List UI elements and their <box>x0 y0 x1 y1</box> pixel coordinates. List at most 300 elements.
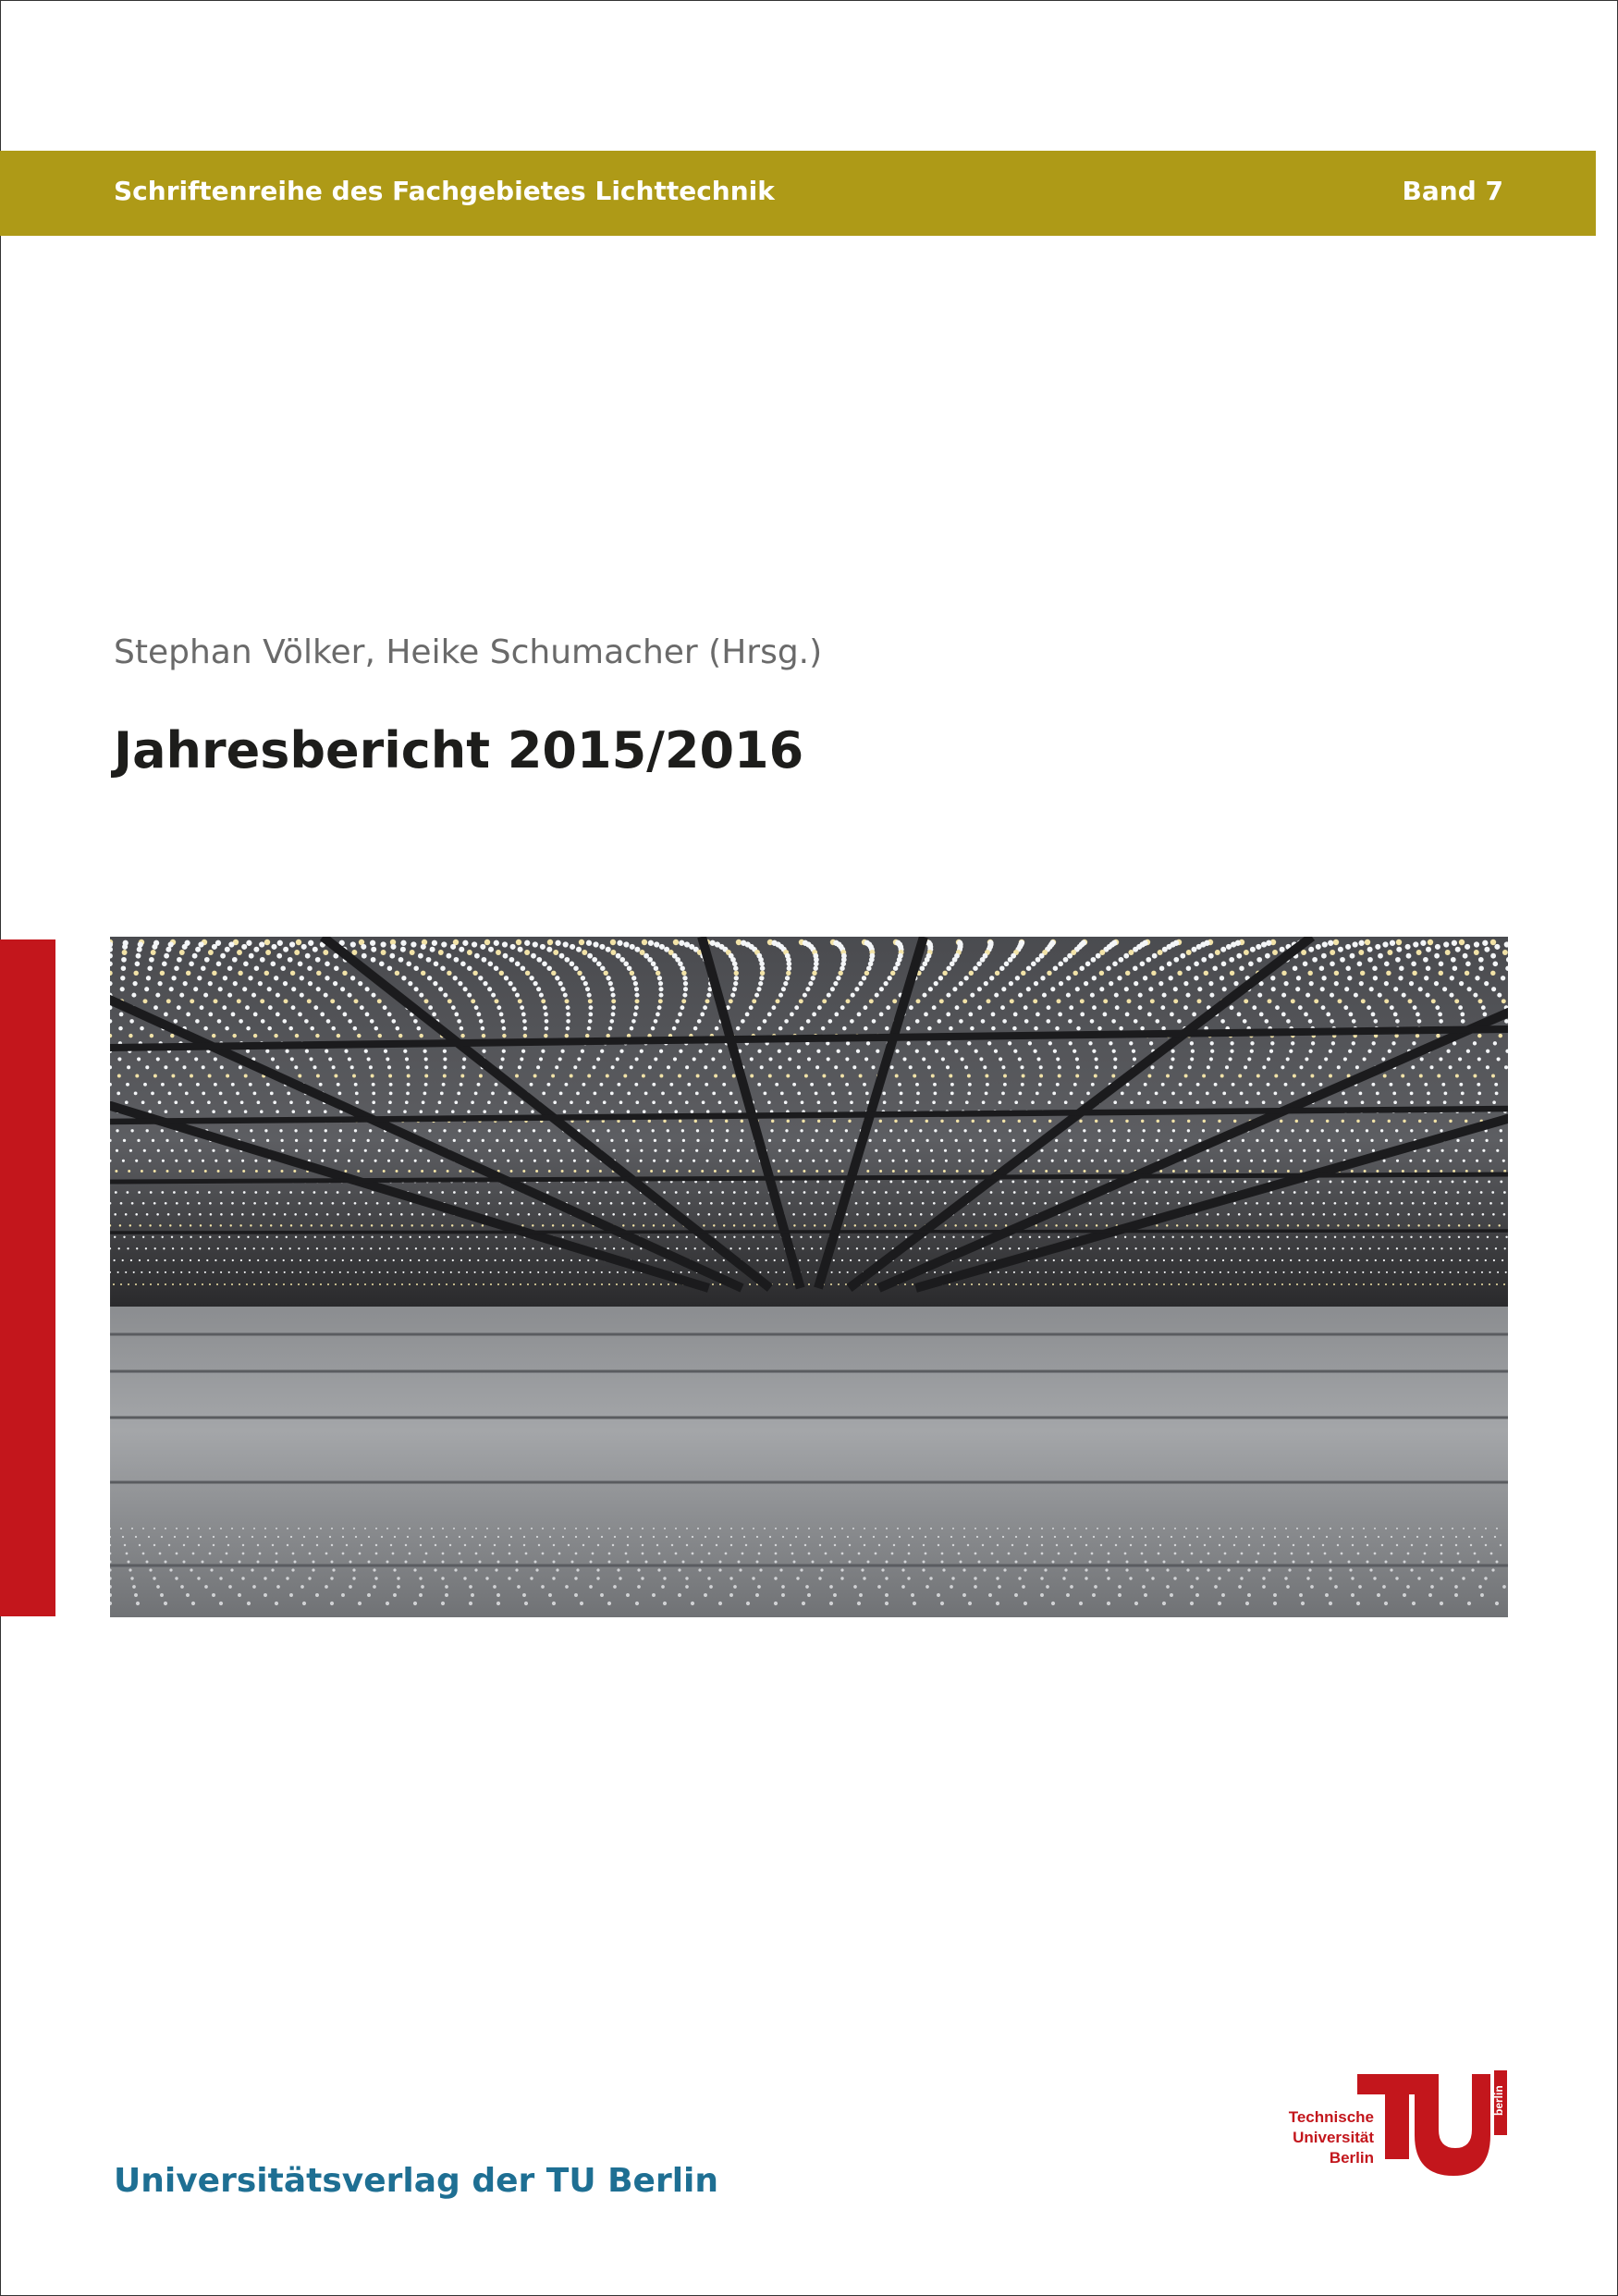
led-dot <box>237 950 242 955</box>
led-dot <box>504 1100 508 1104</box>
led-dot <box>195 1019 200 1024</box>
led-dot <box>358 1213 361 1216</box>
led-dot <box>1302 1083 1305 1087</box>
led-dot <box>198 1202 201 1205</box>
led-dot <box>415 1247 417 1249</box>
led-dot <box>1379 1202 1381 1205</box>
reflected-led-dot <box>1227 1568 1230 1571</box>
led-dot <box>354 1083 358 1087</box>
led-dot <box>565 1034 569 1037</box>
led-dot <box>797 1050 801 1053</box>
reflected-led-dot <box>627 1561 630 1564</box>
led-dot <box>733 1224 735 1226</box>
led-dot <box>866 965 872 971</box>
reflected-led-dot <box>445 1593 448 1597</box>
led-dot <box>915 1100 919 1104</box>
reflected-led-dot <box>950 1585 953 1589</box>
led-dot <box>1112 961 1118 966</box>
led-dot <box>276 1271 277 1273</box>
reflected-led-dot <box>701 1544 703 1546</box>
led-dot <box>416 1283 418 1285</box>
led-dot <box>1095 1065 1098 1069</box>
led-dot <box>264 1202 267 1205</box>
led-dot <box>1233 1202 1236 1205</box>
led-dot <box>1413 1005 1417 1010</box>
led-dot <box>630 944 635 950</box>
led-dot <box>697 1019 702 1024</box>
led-dot <box>467 993 472 998</box>
led-dot <box>1459 1247 1461 1249</box>
led-dot <box>371 1271 373 1273</box>
led-dot <box>593 1271 594 1273</box>
reflected-led-dot <box>1263 1544 1265 1546</box>
led-dot <box>1185 1283 1187 1285</box>
led-dot <box>916 999 921 1003</box>
led-dot <box>857 1236 859 1238</box>
led-dot <box>120 987 125 991</box>
led-dot <box>606 1034 609 1037</box>
led-dot <box>1110 1120 1113 1123</box>
led-dot <box>1140 961 1146 966</box>
led-dot <box>1117 976 1122 980</box>
led-dot <box>701 1170 704 1173</box>
led-dot <box>375 1259 377 1261</box>
led-dot <box>1183 1005 1188 1010</box>
led-dot <box>1185 993 1190 998</box>
led-dot <box>1158 981 1163 986</box>
reflected-led-dot <box>774 1602 778 1605</box>
led-dot <box>928 1247 930 1249</box>
led-dot <box>876 1050 879 1053</box>
led-dot <box>381 1139 384 1142</box>
led-dot <box>305 953 311 959</box>
led-dot <box>339 1271 341 1273</box>
reflected-led-dot <box>198 1528 200 1529</box>
led-dot <box>754 1224 755 1226</box>
led-dot <box>1089 1283 1091 1285</box>
led-dot <box>142 1202 145 1205</box>
led-dot <box>1410 1092 1414 1096</box>
reflected-led-dot <box>553 1528 555 1529</box>
led-dot <box>435 1110 439 1113</box>
reflected-led-dot <box>1046 1585 1049 1589</box>
led-dot <box>1207 1180 1210 1183</box>
led-dot <box>814 961 819 966</box>
led-dot <box>778 1065 782 1069</box>
led-dot <box>1486 1050 1489 1053</box>
led-dot <box>763 1019 767 1024</box>
led-dot <box>359 1259 361 1261</box>
led-dot <box>678 1074 681 1078</box>
led-dot <box>515 961 521 966</box>
reflected-led-dot <box>830 1561 833 1564</box>
led-dot <box>1370 1271 1372 1273</box>
led-dot <box>228 1110 232 1113</box>
led-dot <box>737 1149 740 1152</box>
led-dot <box>1170 1013 1174 1017</box>
reflected-led-dot <box>1224 1553 1227 1555</box>
led-dot <box>839 1160 841 1162</box>
led-dot <box>250 1224 251 1226</box>
led-dot <box>974 1224 976 1226</box>
reflected-led-dot <box>332 1568 335 1571</box>
led-dot <box>155 1259 157 1261</box>
led-dot <box>850 1019 854 1024</box>
led-dot <box>1451 1259 1453 1261</box>
led-dot <box>640 1050 644 1053</box>
led-dot <box>864 1026 868 1031</box>
reflected-led-dot <box>358 1602 362 1605</box>
led-dot <box>115 1191 117 1194</box>
led-dot <box>179 950 185 955</box>
led-dot <box>1468 1224 1470 1226</box>
led-dot <box>121 957 127 963</box>
led-dot <box>370 940 375 946</box>
led-dot <box>1075 1057 1079 1061</box>
led-dot <box>388 1247 390 1249</box>
reflected-led-dot <box>989 1536 991 1538</box>
led-dot <box>563 993 568 998</box>
led-dot <box>840 1074 844 1078</box>
led-dot <box>666 1160 668 1162</box>
led-dot <box>1024 1129 1026 1132</box>
led-dot <box>883 1139 886 1142</box>
led-dot <box>467 1139 470 1142</box>
led-dot <box>1138 993 1143 998</box>
led-dot <box>1207 1065 1210 1069</box>
led-dot <box>786 1074 790 1078</box>
led-dot <box>828 1180 831 1183</box>
reflected-led-dot <box>471 1593 474 1597</box>
led-dot <box>756 1191 759 1194</box>
led-dot <box>419 993 423 998</box>
reflected-led-dot <box>919 1528 921 1529</box>
led-dot <box>1019 1092 1023 1096</box>
led-dot <box>1501 976 1505 980</box>
led-dot <box>515 993 520 998</box>
led-dot <box>423 1092 427 1096</box>
led-dot <box>1349 1013 1354 1017</box>
led-dot <box>1305 1236 1307 1238</box>
led-dot <box>1406 1083 1410 1087</box>
led-dot <box>546 947 552 952</box>
led-dot <box>246 1283 248 1285</box>
led-dot <box>1106 1224 1108 1226</box>
led-dot <box>680 1160 682 1162</box>
led-dot <box>748 1259 750 1261</box>
led-dot <box>873 1191 876 1194</box>
led-dot <box>786 1160 789 1162</box>
led-dot <box>647 1236 649 1238</box>
led-dot <box>1023 1283 1024 1285</box>
led-dot <box>1291 1041 1294 1045</box>
led-dot <box>1385 1139 1388 1142</box>
led-dot <box>330 1224 332 1226</box>
led-dot <box>321 1160 324 1162</box>
led-dot <box>268 1005 273 1010</box>
led-dot <box>1347 976 1352 980</box>
led-dot <box>1286 1236 1288 1238</box>
led-dot <box>633 981 638 986</box>
led-dot <box>1456 1202 1459 1205</box>
led-dot <box>1212 1100 1216 1104</box>
led-dot <box>274 1034 277 1037</box>
led-dot <box>1141 1120 1144 1123</box>
led-dot <box>740 1213 742 1216</box>
led-dot <box>477 1013 482 1017</box>
reflected-led-dot <box>812 1561 815 1564</box>
led-dot <box>472 941 477 947</box>
reflected-led-dot <box>885 1577 888 1579</box>
led-dot <box>411 1213 414 1216</box>
led-dot <box>1196 1259 1198 1261</box>
reflected-led-dot <box>1474 1553 1477 1555</box>
led-dot <box>220 953 226 959</box>
led-dot <box>266 1139 269 1142</box>
reflected-led-dot <box>523 1536 525 1538</box>
reflected-led-dot <box>1477 1561 1480 1564</box>
led-dot <box>1193 1283 1195 1285</box>
led-dot <box>354 1129 357 1132</box>
led-dot <box>1302 1213 1305 1216</box>
led-dot <box>977 987 982 991</box>
led-dot <box>767 1013 772 1017</box>
led-dot <box>679 1092 682 1096</box>
reflected-led-dot <box>386 1561 389 1564</box>
reflected-led-dot <box>1455 1544 1457 1546</box>
reflected-led-dot <box>819 1528 821 1529</box>
led-dot <box>266 1191 269 1194</box>
reflected-led-dot <box>1094 1585 1097 1589</box>
reflected-led-dot <box>239 1561 241 1564</box>
led-dot <box>466 1271 468 1273</box>
reflected-led-dot <box>1470 1544 1472 1546</box>
led-dot <box>1029 1236 1031 1238</box>
led-dot <box>353 1026 358 1031</box>
led-dot <box>1217 1213 1220 1216</box>
led-dot <box>644 1202 646 1205</box>
led-dot <box>863 1083 866 1087</box>
led-dot <box>1173 999 1178 1003</box>
led-dot <box>231 1083 235 1087</box>
led-dot <box>983 1065 987 1069</box>
led-dot <box>1073 971 1077 976</box>
reflected-led-dot <box>1381 1544 1383 1546</box>
led-dot <box>1033 1202 1036 1205</box>
reflected-led-dot <box>1166 1568 1169 1571</box>
led-dot <box>588 1013 593 1017</box>
led-dot <box>1209 1057 1213 1061</box>
led-dot <box>1005 1213 1008 1216</box>
reflected-led-dot <box>601 1536 603 1538</box>
reflected-led-dot <box>1141 1553 1144 1555</box>
led-dot <box>527 1283 529 1285</box>
reflected-led-dot <box>409 1528 411 1529</box>
publisher-name: Universitätsverlag der TU Berlin <box>114 2162 719 2200</box>
reflected-led-dot <box>589 1585 593 1589</box>
led-dot <box>333 981 337 986</box>
led-dot <box>587 1074 591 1078</box>
led-dot <box>1299 1139 1302 1142</box>
led-dot <box>410 1202 412 1205</box>
reflected-led-dot <box>1351 1593 1354 1597</box>
led-dot <box>1176 1224 1178 1226</box>
reflected-led-dot <box>1348 1561 1351 1564</box>
led-dot <box>1180 1100 1183 1104</box>
led-dot <box>1352 1191 1354 1194</box>
reflected-led-dot <box>942 1568 945 1571</box>
led-dot <box>1372 1120 1375 1123</box>
reflected-led-dot <box>1129 1577 1132 1579</box>
led-dot <box>1452 940 1457 946</box>
led-dot <box>389 1092 393 1096</box>
reflected-led-dot <box>442 1561 445 1564</box>
led-dot <box>827 993 831 998</box>
led-dot <box>1434 953 1440 959</box>
reflected-led-dot <box>912 1536 913 1538</box>
led-dot <box>947 1041 950 1045</box>
led-dot <box>547 1129 550 1132</box>
led-dot <box>401 1224 403 1226</box>
led-dot <box>441 1224 443 1226</box>
led-dot <box>1400 1259 1402 1261</box>
led-dot <box>553 1139 556 1142</box>
led-dot <box>518 1065 521 1069</box>
led-dot <box>1223 1160 1226 1162</box>
led-dot <box>1477 1083 1480 1087</box>
led-dot <box>229 1170 232 1173</box>
led-dot <box>1280 1120 1282 1123</box>
led-dot <box>1134 981 1138 986</box>
led-dot <box>1097 1026 1102 1031</box>
led-dot <box>209 1236 211 1238</box>
led-dot <box>1138 1005 1143 1010</box>
led-dot <box>938 976 943 980</box>
led-dot <box>1232 1083 1235 1087</box>
reflected-led-dot <box>459 1553 461 1555</box>
reflected-led-dot <box>1064 1568 1067 1571</box>
led-dot <box>1337 1224 1339 1226</box>
led-dot <box>1005 1271 1007 1273</box>
led-dot <box>506 1271 508 1273</box>
led-dot <box>892 1170 895 1173</box>
reflected-led-dot <box>941 1553 944 1555</box>
led-dot <box>760 1065 764 1069</box>
led-dot <box>552 1224 554 1226</box>
reflected-led-dot <box>738 1561 741 1564</box>
reflected-led-dot <box>653 1536 655 1538</box>
reflected-led-dot <box>275 1602 278 1605</box>
led-dot <box>1021 1271 1023 1273</box>
led-dot <box>762 1236 764 1238</box>
led-dot <box>1171 1120 1174 1123</box>
led-dot <box>1237 1160 1240 1162</box>
led-dot <box>202 1283 203 1285</box>
led-dot <box>120 1202 123 1205</box>
led-dot <box>190 1247 191 1249</box>
led-dot <box>820 1247 822 1249</box>
led-dot <box>516 939 521 945</box>
led-dot <box>388 1074 392 1078</box>
led-dot <box>564 1083 568 1087</box>
led-dot <box>1244 1065 1247 1069</box>
reflected-led-dot <box>820 1568 823 1571</box>
led-dot <box>509 957 515 963</box>
led-dot <box>1133 1057 1136 1061</box>
led-dot <box>1307 971 1312 976</box>
reflected-led-dot <box>368 1561 371 1564</box>
led-dot <box>760 965 766 971</box>
led-dot <box>494 965 499 971</box>
led-dot <box>499 971 504 976</box>
led-dot <box>187 1202 190 1205</box>
reflected-led-dot <box>718 1602 722 1605</box>
led-dot <box>1220 976 1224 980</box>
led-dot <box>1026 1139 1029 1142</box>
led-dot <box>1249 1083 1253 1087</box>
led-dot <box>505 1247 507 1249</box>
led-dot <box>963 1129 966 1132</box>
reflected-led-dot <box>1310 1585 1314 1589</box>
led-dot <box>1441 1083 1445 1087</box>
led-dot <box>867 1213 870 1216</box>
led-dot <box>1386 1213 1389 1216</box>
led-dot <box>129 1019 134 1024</box>
led-dot <box>1367 1202 1370 1205</box>
reflected-led-dot <box>548 1593 552 1597</box>
led-dot <box>904 1224 906 1226</box>
reflected-led-dot <box>1313 1536 1315 1538</box>
led-dot <box>1011 1202 1013 1205</box>
reflected-led-dot <box>911 1593 914 1597</box>
led-dot <box>178 1170 181 1173</box>
logo-small-text: berlin <box>1492 2085 1505 2116</box>
reflected-led-dot <box>730 1536 732 1538</box>
reflected-led-dot <box>923 1544 925 1546</box>
led-dot <box>381 1224 383 1226</box>
led-dot <box>411 1224 412 1226</box>
led-dot <box>532 1202 534 1205</box>
led-dot <box>1463 953 1468 959</box>
led-dot <box>1112 1129 1115 1132</box>
led-dot <box>1115 1236 1117 1238</box>
led-dot <box>1109 981 1113 986</box>
led-dot <box>1250 1050 1254 1053</box>
reflected-led-dot <box>958 1553 961 1555</box>
led-dot <box>625 1271 627 1273</box>
reflected-led-dot <box>257 1544 259 1546</box>
led-dot <box>1391 1041 1395 1045</box>
led-dot <box>309 1149 312 1152</box>
led-dot <box>1226 944 1232 950</box>
reflected-led-dot <box>1024 1568 1026 1571</box>
led-dot <box>1471 1213 1474 1216</box>
led-dot <box>499 1110 503 1113</box>
led-dot <box>638 1259 640 1261</box>
reflected-led-dot <box>187 1528 189 1529</box>
reflected-led-dot <box>739 1568 742 1571</box>
led-dot <box>422 1213 424 1216</box>
led-dot <box>1259 1283 1261 1285</box>
reflected-led-dot <box>1293 1561 1295 1564</box>
led-dot <box>285 1050 288 1053</box>
reflected-led-dot <box>230 1568 233 1571</box>
led-dot <box>675 1191 678 1194</box>
led-dot <box>378 1149 381 1152</box>
reflected-led-dot <box>864 1544 865 1546</box>
led-dot <box>1048 1100 1051 1104</box>
reflected-led-dot <box>1412 1602 1416 1605</box>
